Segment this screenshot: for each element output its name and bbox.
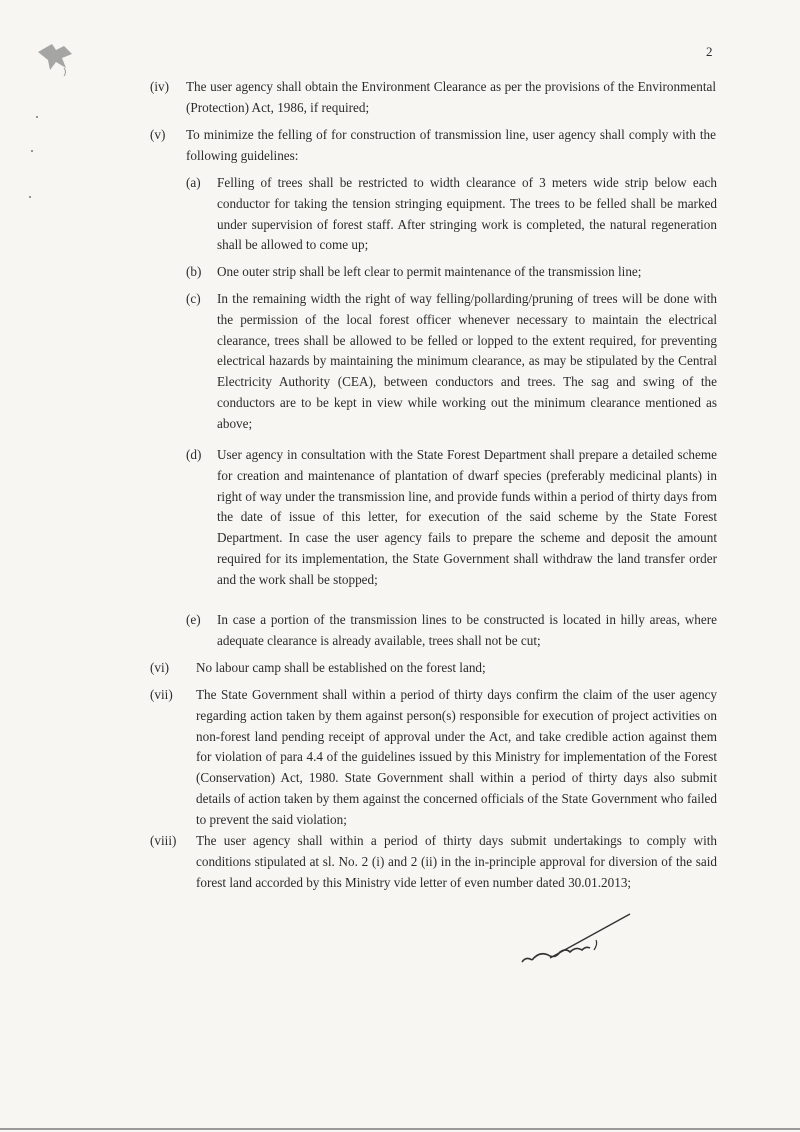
clause-vii-label: (vii) [150, 687, 173, 702]
signature-icon [510, 906, 640, 976]
clause-vi-label: (vi) [150, 660, 170, 675]
subclause-c-text: In the remaining width the right of way felling/pollarding/pruning of trees will be done with the permission of the local forest officer whenever necessary to maintain the electrical clearance, trees shall be allowed to be felled or lopped to the extent required, for preventing electrical hazards by maintaining the minimum clearance, as may be stipulated by the Central Electricity Authority (CEA), between conductors and trees. The sag and swing of the conductors are to be kept in view while working out the minimum clearance mentioned as above; [217, 291, 717, 431]
clause-iv-text: The user agency shall obtain the Environment Clearance as per the provisions of the Environmental (Protection) Act, 1986, if required; [186, 79, 716, 115]
clause-viii-label: (viii) [150, 833, 177, 848]
clause-vii-text: The State Government shall within a period of thirty days confirm the claim of the user agency regarding action taken by them against person(s) responsible for execution of project activities on non-forest land pending receipt of approval under the Act, and take credible action against them for violation of para 4.4 of the guidelines issued by this Ministry for implementation of the Forest (Conservation) Act, 1980. State Government shall within a period of thirty days also submit details of action taken by them against the concerned officials of the State Government who failed to prevent the said violation; [196, 687, 717, 827]
clause-viii-text: The user agency shall within a period of thirty days submit undertakings to comply with conditions stipulated at sl. No. 2 (i) and 2 (ii) in the in-principle approval for diversion of the said forest land accorded by this Ministry vide letter of even number dated 30.01.2013; [196, 833, 717, 890]
stamp-mark-icon [34, 38, 80, 82]
subclause-c-label: (c) [186, 291, 201, 306]
subclause-d-label: (d) [186, 447, 202, 462]
clause-vi-text: No labour camp shall be established on the forest land; [196, 660, 486, 675]
margin-speck [29, 196, 31, 198]
subclause-b-text: One outer strip shall be left clear to permit maintenance of the transmission line; [217, 264, 642, 279]
subclause-a-label: (a) [186, 175, 201, 190]
clause-v-text: To minimize the felling of for construction of transmission line, user agency shall comply with the following guidelines: [186, 127, 716, 163]
clause-iv-label: (iv) [150, 79, 170, 94]
margin-speck [36, 116, 38, 118]
page-number: 2 [706, 44, 713, 59]
clause-v-label: (v) [150, 127, 166, 142]
subclause-b-label: (b) [186, 264, 202, 279]
subclause-d-text: User agency in consultation with the State Forest Department shall prepare a detailed scheme for creation and maintenance of plantation of dwarf species (preferably medicinal plants) in right of way under the transmission line, and provide funds within a period of thirty days from the date of issue of this letter, for execution of the said scheme by the State Forest Department. In case the user agency fails to prepare the scheme and deposit the amount required for its implementation, the State Government shall withdraw the land transfer order and the work shall be stopped; [217, 447, 717, 587]
page-bottom-edge [0, 1128, 800, 1130]
subclause-e-label: (e) [186, 612, 201, 627]
margin-speck [31, 150, 33, 152]
subclause-a-text: Felling of trees shall be restricted to width clearance of 3 meters wide strip below each conductor for taking the tension stringing equipment. The trees to be felled shall be marked under supervision of forest staff. After stringing work is completed, the natural regeneration shall be allowed to come up; [217, 175, 717, 253]
subclause-e-text: In case a portion of the transmission lines to be constructed is located in hilly areas, where adequate clearance is already available, trees shall not be cut; [217, 612, 717, 648]
